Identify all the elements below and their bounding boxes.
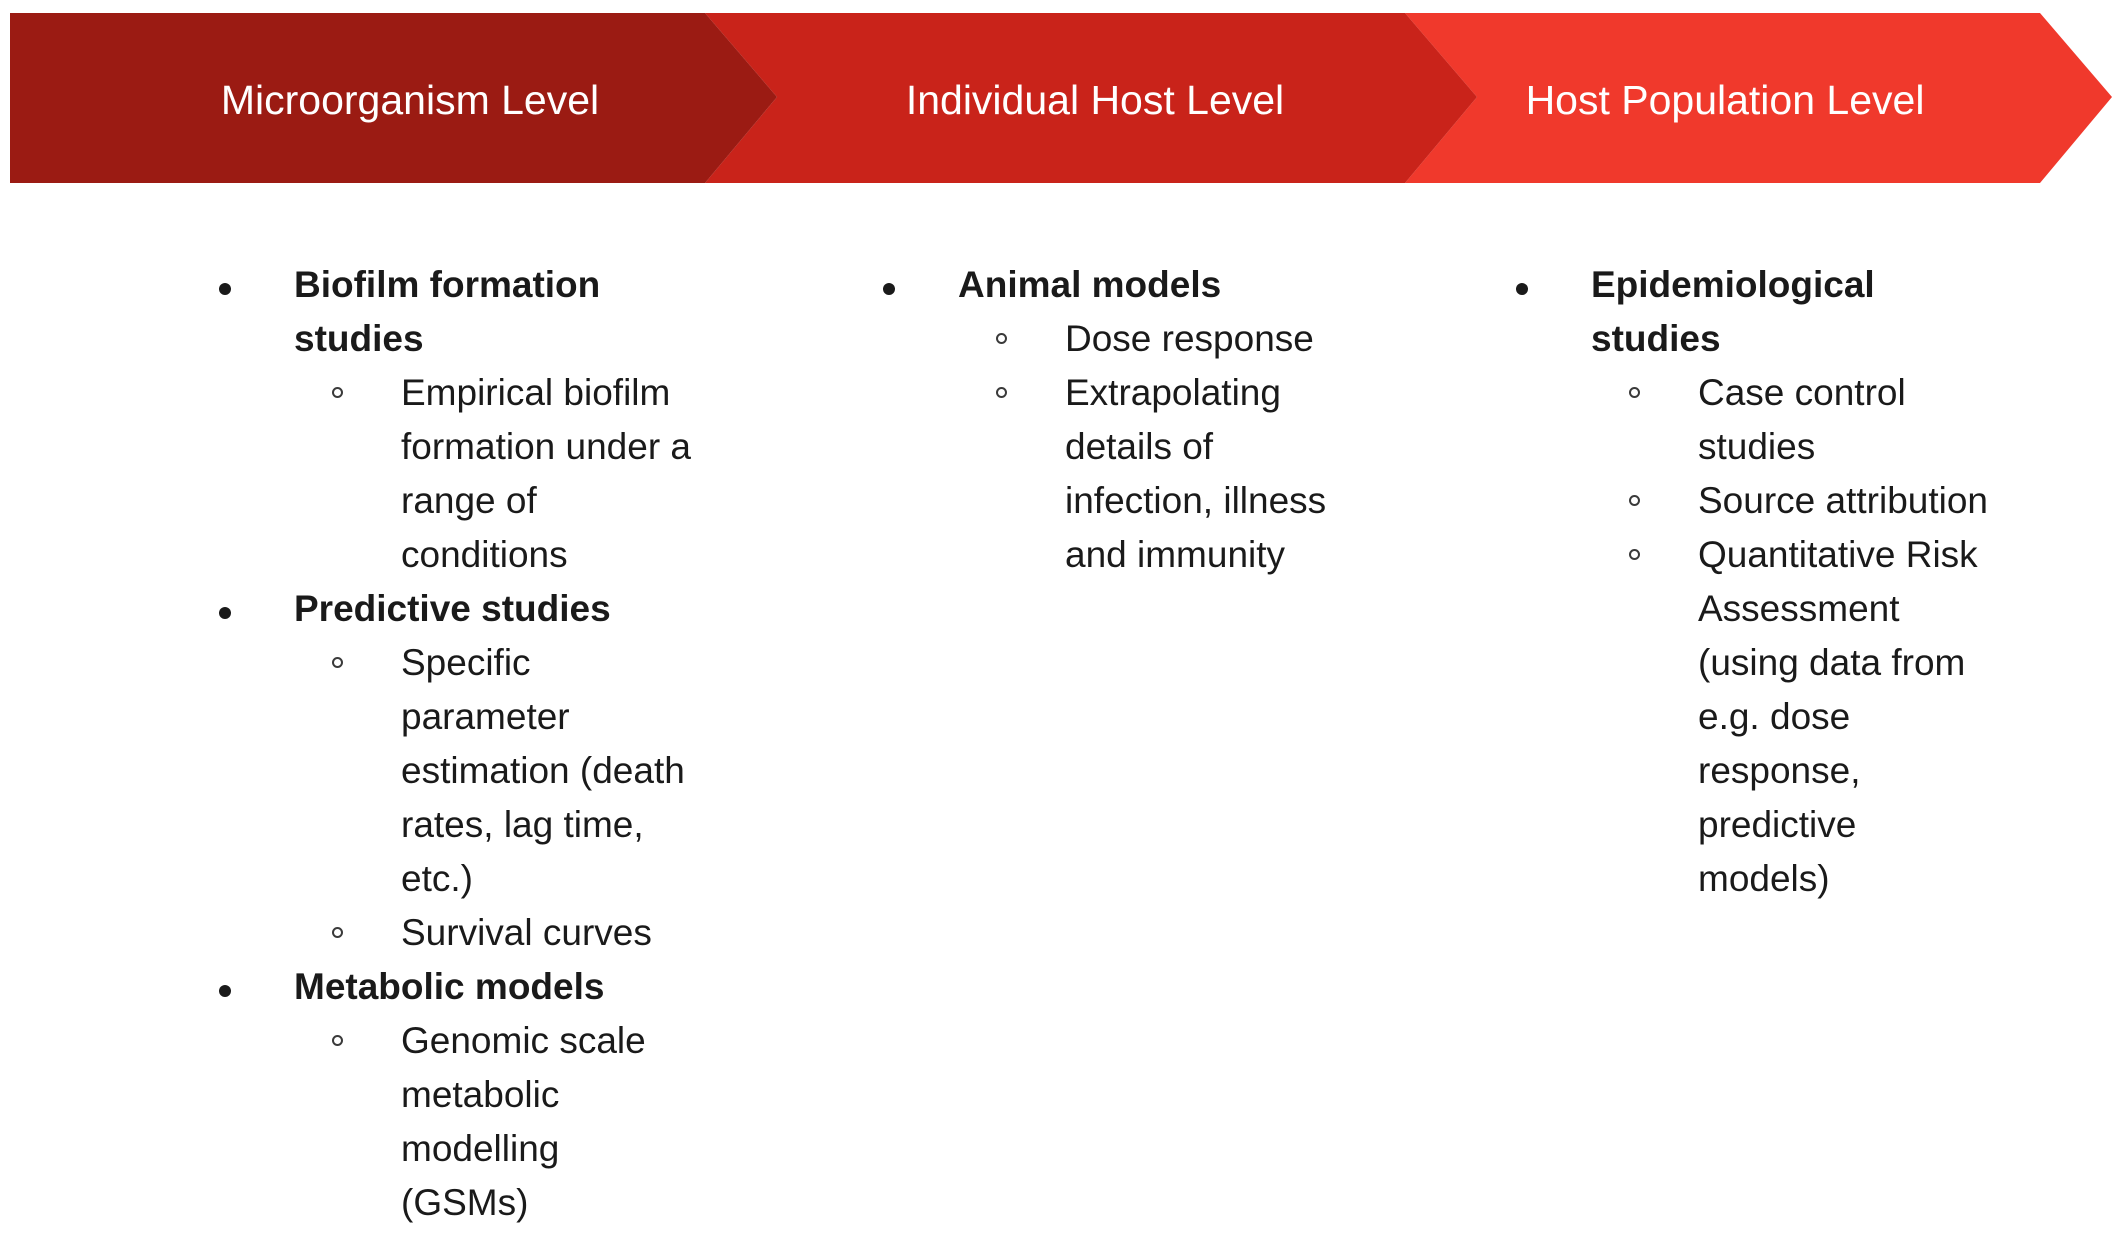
topic-metabolic-models (210, 960, 730, 1014)
column-microorganism (210, 258, 730, 1230)
hollow-bullet-icon (996, 387, 1007, 398)
hollow-bullet-icon (1629, 495, 1640, 506)
list-item-text: Dose response (1065, 318, 1314, 359)
bullet-icon (219, 985, 231, 997)
list-item-text: Extrapolating details of infection, illness and immunity (1065, 372, 1327, 575)
list-item-text: Case control studies (1698, 372, 1906, 467)
stage-label-host-population: Host Population Level (1525, 77, 1925, 123)
hollow-bullet-icon (332, 387, 343, 398)
topic-predictive-studies (210, 582, 730, 636)
list-item (210, 636, 730, 906)
list-item-text: Survival curves (401, 912, 652, 953)
bullet-icon (1516, 283, 1528, 295)
list-item (210, 906, 730, 960)
column-individual-host (874, 258, 1434, 582)
list-item (210, 1014, 730, 1230)
list-item-text: Source attribution (1698, 480, 1989, 521)
topic-epidemiological-studies (1507, 258, 2027, 366)
hollow-bullet-icon (996, 333, 1007, 344)
stage-label-individual-host: Individual Host Level (905, 77, 1285, 123)
list-item (874, 366, 1434, 582)
list-item-text: Genomic scale metabolic modelling (GSMs) (401, 1020, 646, 1223)
bullet-icon (883, 283, 895, 295)
hollow-bullet-icon (1629, 387, 1640, 398)
list-item-text: Specific parameter estimation (death rates, lag time, etc.) (401, 642, 685, 899)
hollow-bullet-icon (332, 657, 343, 668)
topic-title: Metabolic models (294, 966, 605, 1007)
bullet-icon (219, 607, 231, 619)
topic-title: Biofilm formation studies (294, 264, 601, 359)
list-item (210, 366, 730, 582)
list-item (1507, 366, 2027, 474)
hollow-bullet-icon (332, 927, 343, 938)
list-item (1507, 474, 2027, 528)
list-item-text: Empirical biofilm formation under a range of conditions (401, 372, 692, 575)
topic-biofilm-formation (210, 258, 730, 366)
hollow-bullet-icon (1629, 549, 1640, 560)
bullet-icon (219, 283, 231, 295)
topic-title: Animal models (958, 264, 1222, 305)
topic-title: Epidemiological studies (1591, 264, 1875, 359)
stage-label-microorganism: Microorganism Level (220, 77, 600, 123)
topic-animal-models (874, 258, 1434, 312)
topic-title: Predictive studies (294, 588, 611, 629)
list-item-text: Quantitative Risk Assessment (using data from e.g. dose response, predictive models) (1698, 534, 1978, 899)
list-item (1507, 528, 2027, 906)
column-host-population (1507, 258, 2027, 906)
list-item (874, 312, 1434, 366)
hollow-bullet-icon (332, 1035, 343, 1046)
